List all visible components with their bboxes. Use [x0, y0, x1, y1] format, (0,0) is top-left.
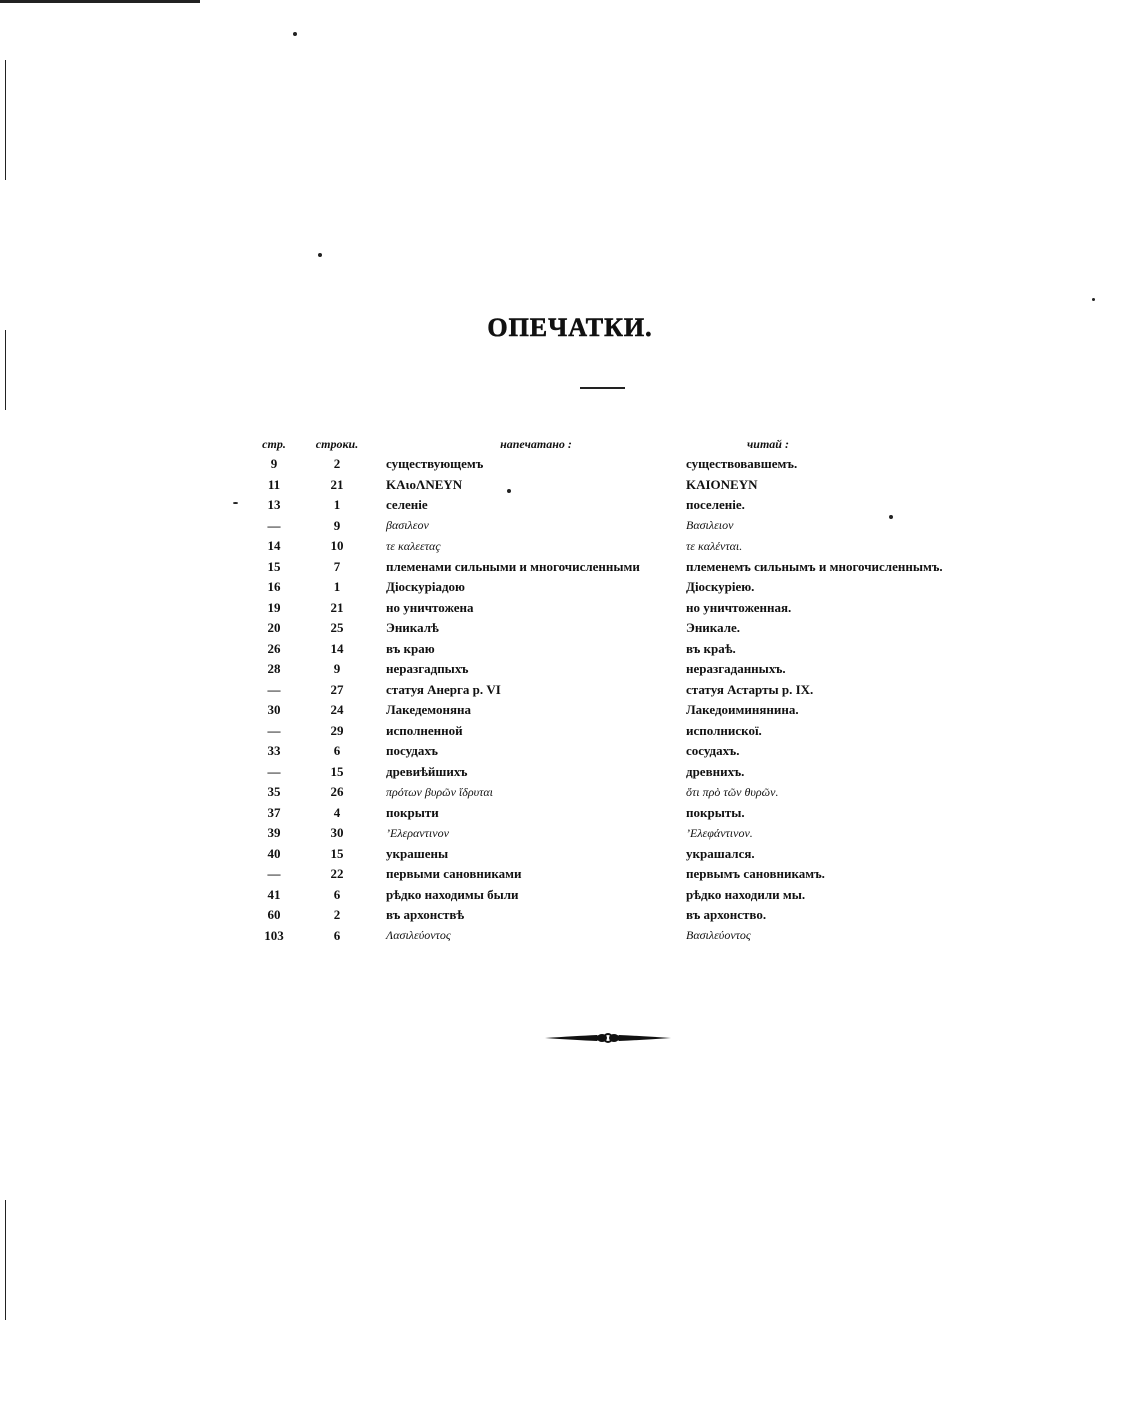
table-row: [250, 762, 970, 783]
cell-page: 60: [267, 907, 281, 923]
scan-speck: [233, 502, 238, 504]
cell-read: τε καλένται.: [686, 538, 743, 553]
table-row: [250, 475, 970, 496]
cell-printed: τε καλεεταç: [386, 538, 441, 553]
cell-read: Βασιλειον: [686, 518, 734, 533]
cell-page: 14: [267, 538, 281, 554]
cell-line: 21: [330, 599, 344, 615]
cell-read: рѣдко находили мы.: [686, 886, 806, 902]
errata-body: [250, 454, 970, 946]
cell-printed: въ архонствѣ: [386, 907, 465, 923]
cell-printed: ΚΑιοΛΝΕΥΝ: [386, 476, 463, 492]
cell-line: 21: [330, 476, 344, 492]
table-row: [250, 659, 970, 680]
cell-read: Эникале.: [686, 620, 741, 636]
table-row: [250, 844, 970, 865]
cell-page: 30: [267, 702, 281, 718]
cell-line: 15: [330, 763, 344, 779]
cell-line: 26: [330, 784, 344, 800]
cell-line: 1: [333, 579, 341, 595]
cell-line: 30: [330, 825, 344, 841]
cell-read: Діоскуріею.: [686, 579, 755, 595]
cell-read: существовавшемъ.: [686, 456, 798, 472]
table-row: [250, 495, 970, 516]
cell-page: 41: [267, 886, 281, 902]
cell-page: 35: [267, 784, 281, 800]
cell-page: 15: [267, 558, 281, 574]
cell-line: 14: [330, 640, 344, 656]
cell-page: 40: [267, 845, 281, 861]
cell-page: —: [267, 681, 281, 697]
ornament-divider: [545, 1030, 671, 1046]
table-header-row: [250, 434, 970, 454]
cell-read: покрыты.: [686, 804, 745, 820]
table-row: [250, 700, 970, 721]
errata-table: [250, 434, 970, 946]
cell-line: 1: [333, 497, 341, 513]
cell-printed: рѣдко находимы были: [386, 886, 519, 902]
cell-read: поселеніе.: [686, 497, 745, 513]
cell-printed: существующемъ: [386, 456, 484, 472]
cell-read: древнихъ.: [686, 763, 745, 779]
page-title: ОПЕЧАТКИ.: [487, 313, 653, 342]
cell-read: но уничтоженная.: [686, 599, 792, 615]
cell-page: 20: [267, 620, 281, 636]
header-page: стр.: [262, 436, 286, 451]
cell-printed: Λασιλεύοντος: [386, 928, 451, 943]
table-row: [250, 680, 970, 701]
cell-printed: Діоскуріадою: [386, 579, 465, 595]
scan-left-edge-line: [5, 1200, 6, 1320]
table-row: [250, 516, 970, 537]
cell-line: 4: [333, 804, 341, 820]
cell-read: въ краѣ.: [686, 640, 736, 656]
scan-speck: [1092, 298, 1095, 301]
cell-page: —: [267, 763, 281, 779]
cell-page: —: [267, 866, 281, 882]
table-row: [250, 741, 970, 762]
cell-printed: статуя Анерга р. VI: [386, 681, 501, 697]
header-line: строки.: [315, 436, 359, 451]
table-row: [250, 823, 970, 844]
cell-read: сосудахъ.: [686, 743, 740, 759]
cell-printed: ’Ελεραντινον: [386, 825, 449, 840]
table-row: [250, 454, 970, 475]
cell-printed: селеніе: [386, 497, 428, 513]
cell-printed: Лакедемоняна: [386, 702, 471, 718]
cell-line: 27: [330, 681, 344, 697]
cell-read: ’Ελεφάντινον.: [686, 825, 753, 840]
cell-line: 15: [330, 845, 344, 861]
cell-read: Лакедоиминянина.: [686, 702, 799, 718]
table-row: [250, 905, 970, 926]
scan-speck: [318, 253, 322, 257]
cell-printed: первыми сановниками: [386, 866, 522, 882]
table-row: [250, 926, 970, 947]
cell-page: 33: [267, 743, 281, 759]
cell-page: —: [267, 722, 281, 738]
cell-line: 25: [330, 620, 344, 636]
cell-printed: βασιλεον: [386, 518, 429, 533]
cell-page: 28: [267, 661, 281, 677]
scan-top-border: [0, 0, 200, 3]
cell-read: племенемъ сильнымъ и многочисленнымъ.: [686, 558, 943, 574]
cell-read: ΚΑΙΟΝΕΥΝ: [686, 476, 758, 492]
cell-printed: неразгадпыхъ: [386, 661, 469, 677]
table-row: [250, 536, 970, 557]
cell-page: 19: [267, 599, 281, 615]
table-row: [250, 721, 970, 742]
cell-read: первымъ сановникамъ.: [686, 866, 825, 882]
cell-read: украшался.: [686, 845, 755, 861]
cell-read: статуя Астарты р. IX.: [686, 681, 814, 697]
scan-left-edge-line: [5, 60, 6, 180]
cell-page: 39: [267, 825, 281, 841]
cell-read: исполнискої.: [686, 722, 762, 738]
cell-page: 16: [267, 579, 281, 595]
cell-line: 9: [333, 517, 341, 533]
cell-line: 9: [333, 661, 341, 677]
title-divider: [580, 387, 625, 389]
table-row: [250, 557, 970, 578]
cell-line: 2: [333, 456, 341, 472]
cell-printed: украшены: [386, 845, 449, 861]
table-row: [250, 782, 970, 803]
cell-read: въ архонство.: [686, 907, 767, 923]
header-read: читай :: [747, 436, 789, 451]
table-row: [250, 639, 970, 660]
cell-line: 10: [330, 538, 344, 554]
cell-line: 24: [330, 702, 344, 718]
cell-line: 6: [333, 927, 341, 943]
table-row: [250, 598, 970, 619]
cell-printed: посудахъ: [386, 743, 438, 759]
cell-page: 9: [270, 456, 278, 472]
cell-printed: въ краю: [386, 640, 435, 656]
scan-speck: [293, 32, 297, 36]
cell-page: 26: [267, 640, 281, 656]
cell-page: 13: [267, 497, 281, 513]
table-row: [250, 803, 970, 824]
table-row: [250, 577, 970, 598]
cell-printed: племенами сильными и многочисленными: [386, 558, 640, 574]
cell-printed: πρότων βυρῶν ἵδρυται: [386, 784, 494, 799]
cell-page: —: [267, 517, 281, 533]
cell-line: 2: [333, 907, 341, 923]
table-row: [250, 864, 970, 885]
cell-read: Βασιλεύοντος: [686, 928, 751, 943]
cell-line: 29: [330, 722, 344, 738]
cell-printed: Эникалѣ: [386, 620, 439, 636]
header-printed: напечатано :: [500, 436, 572, 451]
cell-read: неразгаданныхъ.: [686, 661, 786, 677]
cell-line: 6: [333, 743, 341, 759]
table-row: [250, 885, 970, 906]
cell-printed: древиѣйшихъ: [386, 763, 468, 779]
table-row: [250, 618, 970, 639]
cell-page: 37: [267, 804, 281, 820]
cell-line: 22: [330, 866, 344, 882]
cell-page: 11: [267, 476, 281, 492]
cell-printed: покрыти: [386, 804, 439, 820]
cell-page: 103: [264, 927, 284, 943]
cell-line: 7: [333, 558, 341, 574]
cell-printed: но уничтожена: [386, 599, 474, 615]
cell-printed: исполненной: [386, 722, 463, 738]
cell-line: 6: [333, 886, 341, 902]
cell-read: ὅτι πρὸ τῶν θυρῶν.: [686, 784, 779, 799]
